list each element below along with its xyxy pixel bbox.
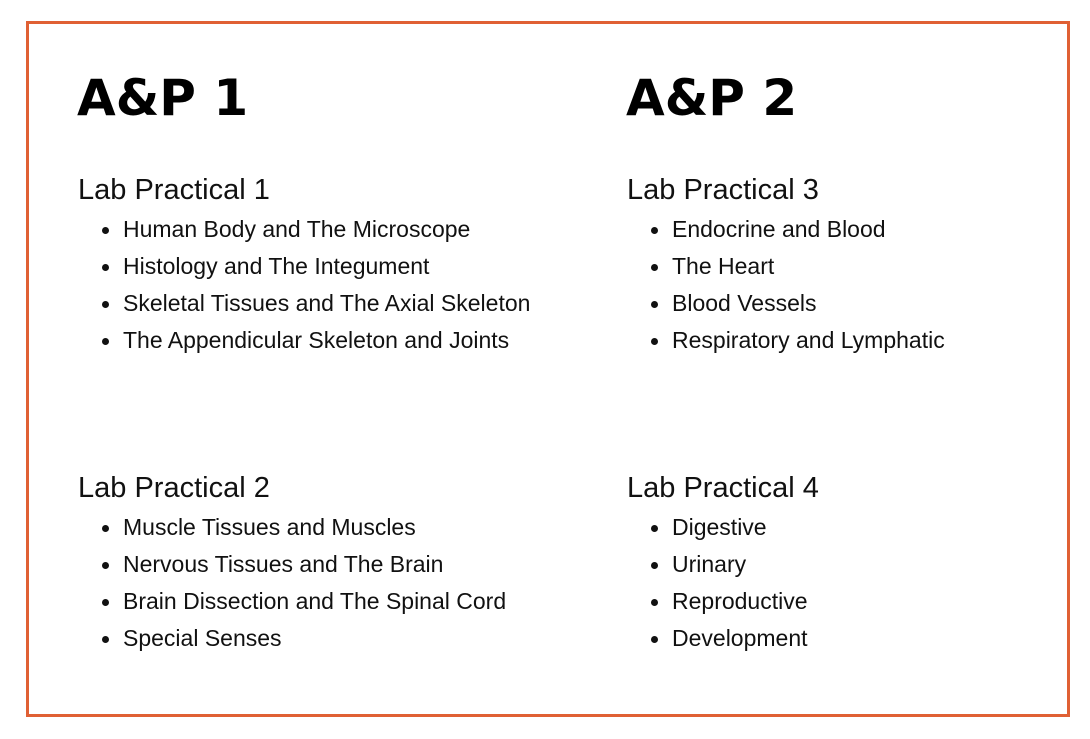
outlined-panel bbox=[26, 21, 1070, 717]
topic-item bbox=[627, 620, 1057, 657]
bullet-icon bbox=[102, 264, 109, 271]
practical-title: Lab Practical 4 bbox=[627, 472, 819, 504]
bullet-icon bbox=[102, 636, 109, 643]
topic-item bbox=[78, 583, 578, 620]
topic-text: Urinary bbox=[672, 551, 747, 577]
topic-text: Histology and The Integument bbox=[123, 253, 430, 279]
topic-item bbox=[627, 285, 1057, 322]
bullet-icon bbox=[102, 562, 109, 569]
topic-item bbox=[78, 248, 578, 285]
bullet-icon bbox=[102, 525, 109, 532]
topic-item bbox=[78, 322, 578, 359]
course-title: A&P 2 bbox=[626, 69, 798, 127]
topic-text: Blood Vessels bbox=[672, 290, 817, 316]
topic-text: Muscle Tissues and Muscles bbox=[123, 514, 416, 540]
topic-list bbox=[78, 509, 578, 657]
bullet-icon bbox=[651, 599, 658, 606]
topic-list bbox=[627, 509, 1057, 657]
bullet-icon bbox=[651, 301, 658, 308]
bullet-icon bbox=[651, 525, 658, 532]
topic-text: Human Body and The Microscope bbox=[123, 216, 471, 242]
bullet-icon bbox=[102, 227, 109, 234]
topic-text: The Heart bbox=[672, 253, 775, 279]
topic-item bbox=[78, 509, 578, 546]
topic-text: Development bbox=[672, 625, 808, 651]
topic-item bbox=[78, 546, 578, 583]
topic-list bbox=[78, 211, 578, 359]
bullet-icon bbox=[651, 338, 658, 345]
bullet-icon bbox=[651, 562, 658, 569]
topic-text: Reproductive bbox=[672, 588, 808, 614]
course-title: A&P 1 bbox=[77, 69, 249, 127]
bullet-icon bbox=[651, 636, 658, 643]
topic-item bbox=[627, 583, 1057, 620]
practical-title: Lab Practical 1 bbox=[78, 174, 270, 206]
topic-text: Brain Dissection and The Spinal Cord bbox=[123, 588, 507, 614]
practical-title: Lab Practical 2 bbox=[78, 472, 270, 504]
topic-item bbox=[627, 546, 1057, 583]
bullet-icon bbox=[102, 338, 109, 345]
topic-text: Special Senses bbox=[123, 625, 282, 651]
practical-title: Lab Practical 3 bbox=[627, 174, 819, 206]
bullet-icon bbox=[102, 301, 109, 308]
practical-section-1 bbox=[78, 172, 578, 359]
bullet-icon bbox=[651, 227, 658, 234]
topic-item bbox=[78, 285, 578, 322]
topic-item bbox=[78, 620, 578, 657]
topic-item bbox=[627, 248, 1057, 285]
topic-list bbox=[627, 211, 1057, 359]
topic-text: Skeletal Tissues and The Axial Skeleton bbox=[123, 290, 531, 316]
bullet-icon bbox=[102, 599, 109, 606]
topic-text: Digestive bbox=[672, 514, 767, 540]
topic-text: Endocrine and Blood bbox=[672, 216, 886, 242]
bullet-icon bbox=[651, 264, 658, 271]
topic-text: The Appendicular Skeleton and Joints bbox=[123, 327, 510, 353]
practical-section-4 bbox=[627, 470, 1057, 657]
topic-item bbox=[627, 509, 1057, 546]
topic-text: Respiratory and Lymphatic bbox=[672, 327, 945, 353]
topic-item bbox=[78, 211, 578, 248]
practical-section-3 bbox=[627, 172, 1057, 359]
practical-section-2 bbox=[78, 470, 578, 657]
topic-text: Nervous Tissues and The Brain bbox=[123, 551, 444, 577]
topic-item bbox=[627, 211, 1057, 248]
topic-item bbox=[627, 322, 1057, 359]
